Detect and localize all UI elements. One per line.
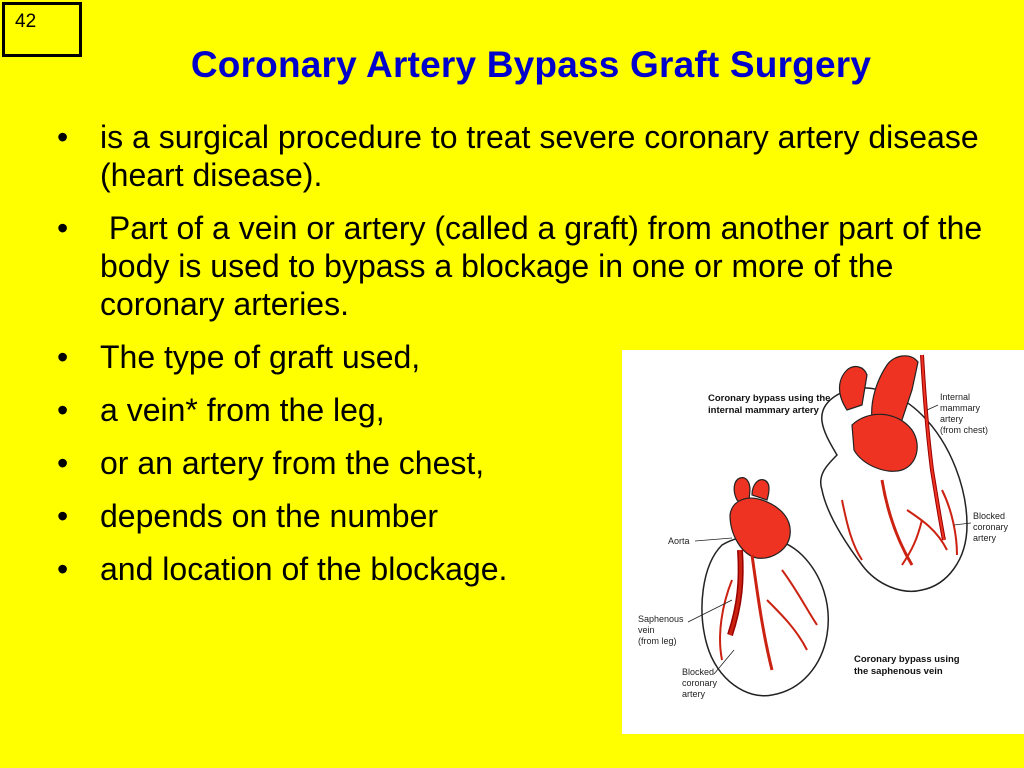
bullet-text: is a surgical procedure to treat severe coronary artery disease (heart disease). [100,119,979,193]
caption-bottom-line2: the saphenous vein [854,666,943,677]
bullet-text: or an artery from the chest, [100,445,485,481]
label-blocked-left-2: coronary [682,678,718,688]
label-internal-3: artery [940,414,964,424]
bullet-text: depends on the number [100,498,439,534]
heart-right-illustration [821,355,967,591]
bullet-text: and location of the blockage. [100,551,508,587]
bullet-dot: • [57,210,69,246]
label-blocked-right-3: artery [973,533,997,543]
bullet-dot: • [57,339,69,375]
bullet-dot: • [57,551,69,587]
label-internal-2: mammary [940,403,980,413]
bullet-text: The type of graft used, [100,339,421,375]
label-saphenous-1: Saphenous [638,614,684,624]
bullet-dot: • [57,119,69,155]
label-saphenous-2: vein [638,625,655,635]
bullet-dot: • [57,498,69,534]
slide-number-text: 42 [15,11,37,32]
bullet-text: Part of a vein or artery (called a graft) from another part of the body is used to bypass a blockage in one or more of the coronary arteries. [100,210,992,322]
bullet-dot: • [57,445,69,481]
label-internal-1: Internal [940,392,971,402]
heart-illustration [622,350,1024,734]
label-blocked-left-1: Blocked [682,667,715,677]
caption-top-line2: internal mammary artery [708,405,819,416]
label-aorta: Aorta [668,536,690,546]
label-blocked-left-3: artery [682,689,706,699]
bullet-item [57,209,992,323]
label-blocked-right-1: Blocked [973,511,1006,521]
bypass-diagram [622,350,1024,734]
label-saphenous-3: (from leg) [638,636,677,646]
bullet-item [57,118,987,194]
caption-top-line1: Coronary bypass using the [708,393,831,404]
label-internal-4: (from chest) [940,425,989,435]
heart-left-illustration [702,478,828,696]
bullet-dot: • [57,392,69,428]
label-blocked-right-2: coronary [973,522,1009,532]
caption-bottom-line1: Coronary bypass using [854,654,960,665]
bullet-text: a vein* from the leg, [100,392,385,428]
slide-title: Coronary Artery Bypass Graft Surgery [190,44,872,85]
